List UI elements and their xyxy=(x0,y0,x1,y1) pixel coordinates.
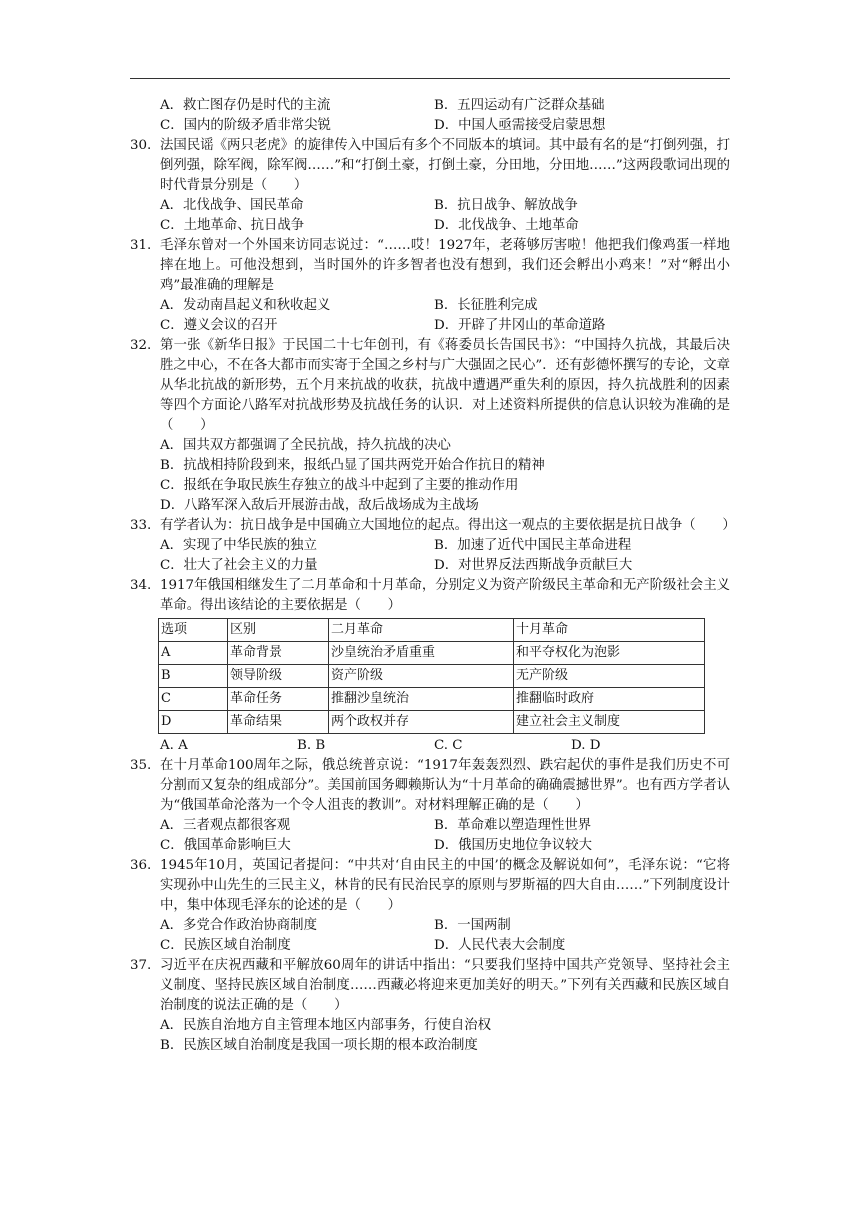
q35-option-d[interactable]: D．俄国历史地位争议较大 xyxy=(434,838,593,853)
q34-option-d[interactable]: D. D xyxy=(571,738,601,753)
q31-option-a[interactable]: A．发动南昌起义和秋收起义 xyxy=(160,298,331,313)
q35-option-a[interactable]: A．三者观点都很客观 xyxy=(160,818,291,833)
q32-option-a[interactable]: A．国共双方都强调了全民抗战，持久抗战的决心 xyxy=(160,438,451,453)
table-cell: 革命结果 xyxy=(228,711,329,734)
table-cell: 推翻临时政府 xyxy=(514,688,705,711)
question-35 xyxy=(130,756,730,816)
table-header-cell: 十月革命 xyxy=(514,619,705,642)
q32-option-c[interactable]: C．报纸在争取民族生存独立的战斗中起到了主要的推动作用 xyxy=(160,478,519,493)
question-stem: 1945年10月，英国记者提问：“中共对‘自由民主的中国’的概念及解说如何”，毛泽东说：“它将实现孙中山先生的三民主义，林肯的民有民治民享的原则与罗斯福的四大自由……”下列制度设计中，集中体现毛泽东的论述的是（ ） xyxy=(160,858,730,913)
question-stem: 第一张《新华日报》于民国二十七年创刊，有《蒋委员长告国民书》：“中国持久抗战，其最后决胜之中心，不在各大都市而实寄于全国之乡村与广大强固之民心”．还有彭德怀撰写的专论，文章从华北抗战的新形势，五个月来抗战的收获，抗战中遭遇严重失利的原因，持久抗战胜利的因素等四个方面论八路军对抗战形势及抗战任务的认识．对上述资料所提供的信息认识较为准确的是（ ） xyxy=(160,338,730,433)
q30-options xyxy=(130,196,730,236)
table-cell: 建立社会主义制度 xyxy=(514,711,705,734)
table-cell: 沙皇统治矛盾重重 xyxy=(329,642,514,665)
q36-options xyxy=(130,916,730,956)
question-stem: 在十月革命100周年之际，俄总统普京说：“1917年轰轰烈烈、跌宕起伏的事件是我们历史不可分割而又复杂的组成部分”。美国前国务卿赖斯认为“十月革命的确确震撼世界”。也有西方学者认为“俄国革命沦落为一个令人沮丧的教训”。对材料理解正确的是（ ） xyxy=(160,758,730,813)
table-cell: 两个政权并存 xyxy=(329,711,514,734)
question-32 xyxy=(130,336,730,436)
table-cell: 和平夺权化为泡影 xyxy=(514,642,705,665)
table-cell: A xyxy=(159,642,228,665)
table-row xyxy=(159,688,705,711)
q32-options xyxy=(130,436,730,516)
q32-option-b[interactable]: B．抗战相持阶段到来，报纸凸显了国共两党开始合作抗日的精神 xyxy=(160,458,545,473)
q34-option-a[interactable]: A. A xyxy=(160,738,188,753)
header-rule xyxy=(130,78,730,79)
question-34 xyxy=(130,576,730,616)
q30-option-d[interactable]: D．北伐战争、土地革命 xyxy=(434,218,579,233)
table-cell: 无产阶级 xyxy=(514,665,705,688)
question-number: 32. xyxy=(130,338,152,353)
table-header-row xyxy=(159,619,705,642)
table-row xyxy=(159,711,705,734)
q29-options xyxy=(130,96,730,136)
q33-option-d[interactable]: D．对世界反法西斯战争贡献巨大 xyxy=(434,558,633,573)
q29-option-b[interactable]: B．五四运动有广泛群众基础 xyxy=(434,98,605,113)
q34-option-b[interactable]: B. B xyxy=(297,738,326,753)
q34-option-c[interactable]: C. C xyxy=(434,738,463,753)
q36-option-d[interactable]: D．人民代表大会制度 xyxy=(434,938,566,953)
q37-option-a[interactable]: A．民族自治地方自主管理本地区内部事务，行使自治权 xyxy=(160,1018,492,1033)
q33-options xyxy=(130,536,730,576)
question-stem: 法国民谣《两只老虎》的旋律传入中国后有多个不同版本的填词。其中最有名的是“打倒列强，打倒列强，除军阀，除军阀……”和“打倒土豪，打倒土豪，分田地，分田地……”这两段歌词出现的时代背景分别是（ ） xyxy=(160,138,730,193)
q33-option-a[interactable]: A．实现了中华民族的独立 xyxy=(160,538,317,553)
q33-option-c[interactable]: C．壮大了社会主义的力量 xyxy=(160,558,318,573)
table-cell: 领导阶级 xyxy=(228,665,329,688)
question-number: 34. xyxy=(130,578,152,593)
q36-option-b[interactable]: B．一国两制 xyxy=(434,918,511,933)
q36-option-c[interactable]: C．民族区域自治制度 xyxy=(160,938,291,953)
exam-page-content xyxy=(130,96,736,1056)
table-header-cell: 二月革命 xyxy=(329,619,514,642)
question-number: 30. xyxy=(130,138,152,153)
question-stem: 毛泽东曾对一个外国来访同志说过：“……哎！1927年，老蒋够厉害啦！他把我们像鸡蛋一样地摔在地上。可他没想到，当时国外的许多智者也没有想到，我们还会孵出小鸡来！”对“孵出小鸡”最准确的理解是 xyxy=(160,238,730,293)
table-row xyxy=(159,665,705,688)
table-header-cell: 区别 xyxy=(228,619,329,642)
q35-option-c[interactable]: C．俄国革命影响巨大 xyxy=(160,838,291,853)
q37-option-b[interactable]: B．民族区域自治制度是我国一项长期的根本政治制度 xyxy=(160,1038,478,1053)
q30-option-a[interactable]: A．北伐战争、国民革命 xyxy=(160,198,304,213)
question-number: 37. xyxy=(130,958,152,973)
q35-options xyxy=(130,816,730,856)
q29-option-a[interactable]: A．救亡图存仍是时代的主流 xyxy=(160,98,331,113)
question-37 xyxy=(130,956,730,1016)
q36-option-a[interactable]: A．多党合作政治协商制度 xyxy=(160,918,317,933)
q31-options xyxy=(130,296,730,336)
question-31 xyxy=(130,236,730,296)
table-cell: 革命任务 xyxy=(228,688,329,711)
question-30 xyxy=(130,136,730,196)
question-stem: 习近平在庆祝西藏和平解放60周年的讲话中指出：“只要我们坚持中国共产党领导、坚持社会主义制度、坚持民族区域自治制度……西藏必将迎来更加美好的明天。”下列有关西藏和民族区域自治制度的说法正确的是（ ） xyxy=(160,958,730,1013)
table-cell: D xyxy=(159,711,228,734)
question-stem: 有学者认为：抗日战争是中国确立大国地位的起点。得出这一观点的主要依据是抗日战争（ ） xyxy=(160,518,736,533)
q33-option-b[interactable]: B．加速了近代中国民主革命进程 xyxy=(434,538,632,553)
q31-option-c[interactable]: C．遵义会议的召开 xyxy=(160,318,278,333)
question-number: 35. xyxy=(130,758,152,773)
q35-option-b[interactable]: B．革命难以塑造理性世界 xyxy=(434,818,592,833)
q30-option-c[interactable]: C．土地革命、抗日战争 xyxy=(160,218,305,233)
question-number: 36. xyxy=(130,858,152,873)
question-number: 31. xyxy=(130,238,152,253)
table-row xyxy=(159,642,705,665)
question-number: 33. xyxy=(130,518,152,533)
q29-option-d[interactable]: D．中国人亟需接受启蒙思想 xyxy=(434,118,606,133)
table-cell: 推翻沙皇统治 xyxy=(329,688,514,711)
q34-options xyxy=(130,736,730,756)
q29-option-c[interactable]: C．国内的阶级矛盾非常尖锐 xyxy=(160,118,331,133)
q32-option-d[interactable]: D．八路军深入敌后开展游击战，敌后战场成为主战场 xyxy=(160,498,479,513)
q31-option-d[interactable]: D．开辟了井冈山的革命道路 xyxy=(434,318,606,333)
question-stem: 1917年俄国相继发生了二月革命和十月革命，分别定义为资产阶级民主革命和无产阶级社会主义革命。得出该结论的主要依据是（ ） xyxy=(160,578,730,613)
revolution-comparison-table xyxy=(158,618,705,734)
question-36 xyxy=(130,856,730,916)
table-cell: 革命背景 xyxy=(228,642,329,665)
table-cell: C xyxy=(159,688,228,711)
q31-option-b[interactable]: B．长征胜利完成 xyxy=(434,298,538,313)
question-33 xyxy=(130,516,736,536)
q30-option-b[interactable]: B．抗日战争、解放战争 xyxy=(434,198,578,213)
table-cell: 资产阶级 xyxy=(329,665,514,688)
table-header-cell: 选项 xyxy=(159,619,228,642)
q37-options xyxy=(130,1016,730,1056)
table-cell: B xyxy=(159,665,228,688)
